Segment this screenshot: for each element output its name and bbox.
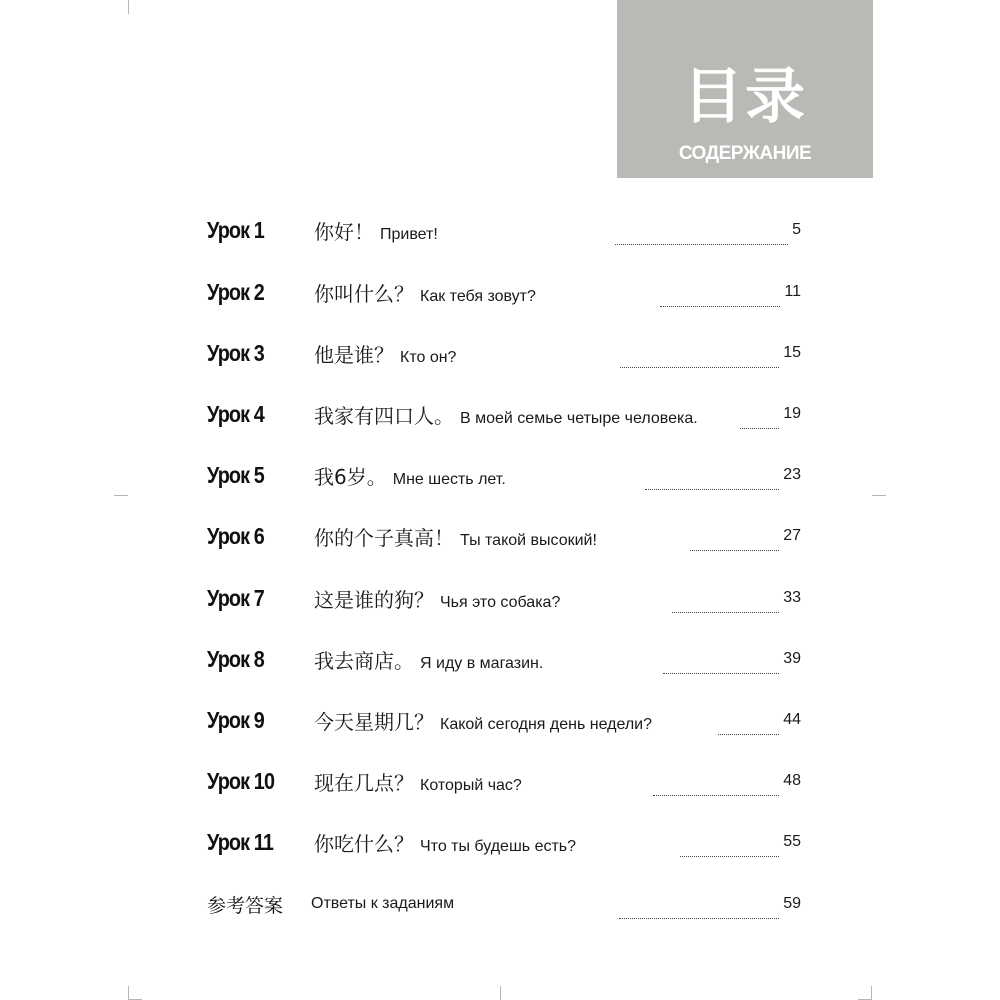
lesson-title-ru: Который час? [420, 776, 522, 794]
answers-title-ru: Ответы к заданиям [311, 895, 455, 912]
page-number: 59 [783, 895, 802, 912]
lesson-title [314, 461, 641, 490]
lesson-title-ru: Я иду в магазин. [420, 654, 544, 672]
toc-row-lesson-3[interactable] [207, 333, 801, 373]
lesson-title-zh: 我去商店。 [314, 648, 414, 673]
page-number: 55 [783, 833, 802, 850]
toc-title-ru: СОДЕРЖАНИЕ [678, 143, 812, 164]
page-number: 44 [783, 711, 802, 728]
page-number: 11 [784, 283, 801, 300]
lesson-label: Урок 1 [207, 216, 264, 243]
lesson-title-zh: 你好！ [314, 219, 374, 244]
lesson-title [314, 216, 611, 245]
dot-leader [740, 428, 779, 429]
lesson-title-zh: 这是谁的狗？ [314, 587, 434, 612]
dot-leader [619, 918, 780, 919]
dot-leader [620, 367, 779, 368]
toc-row-lesson-9[interactable] [207, 700, 801, 740]
lesson-label: Урок 5 [207, 461, 264, 488]
toc-row-lesson-10[interactable] [207, 761, 801, 801]
answers-label: 参考答案 [207, 894, 284, 917]
page-number: 5 [792, 221, 802, 238]
lesson-title-ru: Что ты будешь есть? [420, 837, 577, 855]
lesson-title [314, 400, 736, 429]
lesson-label: Урок 4 [207, 400, 264, 427]
page-number: 39 [783, 650, 801, 667]
dot-leader [718, 734, 780, 735]
page-number: 27 [783, 527, 801, 544]
lesson-title-ru: Кто он? [400, 348, 457, 366]
page-number: 23 [783, 466, 801, 483]
lesson-title-ru: Как тебя зовут? [420, 287, 536, 305]
dot-leader [672, 612, 779, 613]
toc-row-lesson-8[interactable] [207, 639, 801, 679]
dot-leader [663, 673, 779, 674]
lesson-label: Урок 8 [207, 645, 264, 672]
lesson-label: Урок 2 [207, 278, 264, 305]
lesson-label: Урок 3 [207, 339, 264, 366]
lesson-title-ru: Ты такой высокий! [460, 531, 597, 549]
page-number: 19 [783, 405, 802, 422]
lesson-title-zh: 现在几点？ [314, 770, 414, 795]
page-number: 15 [783, 344, 801, 361]
dot-leader [660, 306, 780, 307]
dot-leader [615, 244, 788, 245]
toc-row-lesson-2[interactable] [207, 272, 801, 312]
lesson-title-zh: 你吃什么？ [314, 831, 414, 856]
page-number: 48 [783, 772, 801, 789]
lesson-label: Урок 10 [207, 767, 275, 794]
toc-row-lesson-5[interactable] [207, 455, 801, 495]
toc-row-lesson-11[interactable] [207, 822, 801, 862]
lesson-title [314, 584, 668, 613]
lesson-title-zh: 我6岁。 [314, 464, 387, 489]
lesson-label: Урок 6 [207, 522, 264, 549]
lesson-title [314, 278, 656, 307]
toc-row-lesson-6[interactable] [207, 516, 801, 556]
dot-leader [645, 489, 780, 490]
lesson-title [314, 645, 659, 674]
lesson-label: Урок 11 [207, 828, 274, 855]
toc-row-lesson-4[interactable] [207, 394, 801, 434]
lesson-title-zh: 今天星期几？ [314, 709, 434, 734]
dot-leader [690, 550, 779, 551]
lesson-title-zh: 你的个子真高！ [314, 525, 454, 550]
lesson-title [314, 706, 714, 735]
toc-row-answers[interactable] [207, 884, 801, 924]
lesson-title-zh: 他是谁？ [314, 342, 394, 367]
lesson-title-zh: 你叫什么？ [314, 281, 414, 306]
answers-title [311, 895, 615, 913]
lesson-title-ru: Чья это собака? [440, 593, 561, 611]
toc-row-lesson-7[interactable] [207, 578, 801, 618]
lesson-title-ru: Мне шесть лет. [392, 470, 506, 488]
lesson-label: Урок 9 [207, 706, 264, 733]
lesson-title-ru: Привет! [380, 225, 438, 243]
lesson-title [314, 522, 686, 551]
lesson-title [314, 767, 649, 796]
lesson-title-ru: В моей семье четыре человека. [460, 409, 698, 427]
toc-title-zh: 目录 [683, 62, 807, 132]
lesson-title-ru: Какой сегодня день недели? [440, 715, 652, 733]
dot-leader [680, 856, 780, 857]
lesson-title [314, 339, 616, 368]
page-number: 33 [783, 589, 802, 606]
lesson-label: Урок 7 [207, 584, 264, 611]
toc-row-lesson-1[interactable] [207, 210, 801, 250]
lesson-title [314, 828, 676, 857]
lesson-title-zh: 我家有四口人。 [314, 403, 454, 428]
dot-leader [653, 795, 780, 796]
